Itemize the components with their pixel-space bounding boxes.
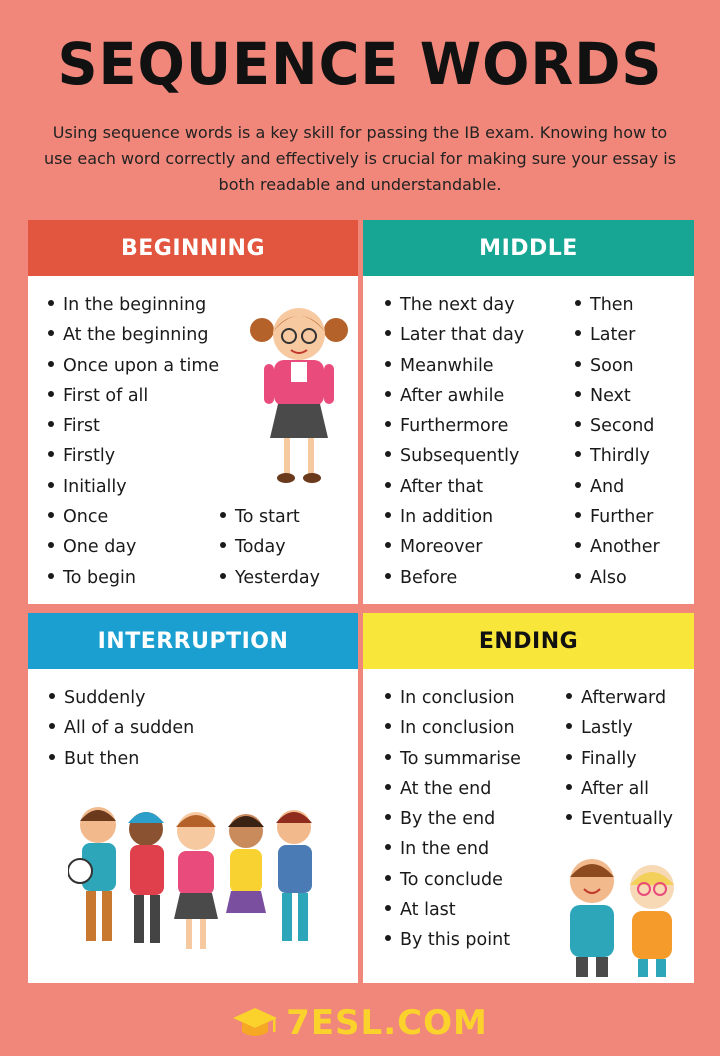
- interruption-heading: INTERRUPTION: [28, 613, 358, 669]
- list-item: The next day: [385, 290, 524, 320]
- list-item: Suddenly: [49, 683, 194, 713]
- girl-illustration: [244, 298, 354, 488]
- list-item: And: [575, 472, 660, 502]
- two-kids-illustration: [558, 851, 688, 981]
- beginning-card: [28, 220, 358, 604]
- list-item: In the end: [385, 834, 521, 864]
- list-item: Moreover: [385, 532, 524, 562]
- intro-text: Using sequence words is a key skill for passing the IB exam. Knowing how to use each word correctly and effectively is crucial for making sure your essay is both readable and understandable.: [43, 123, 677, 194]
- list-item: Today: [220, 532, 320, 562]
- list-item: At the end: [385, 774, 521, 804]
- list-item: Next: [575, 381, 660, 411]
- logo-text: 7ESL.COM: [286, 1003, 488, 1043]
- list-item: Meanwhile: [385, 351, 524, 381]
- list-item: Before: [385, 563, 524, 593]
- graduation-cap-icon: [232, 1006, 278, 1040]
- beginning-list-2: [220, 502, 320, 593]
- list-item: Thirdly: [575, 441, 660, 471]
- list-item: Then: [575, 290, 660, 320]
- list-item: Later that day: [385, 320, 524, 350]
- list-item: At last: [385, 895, 521, 925]
- list-item: Once upon a time: [48, 351, 219, 381]
- list-item: To begin: [48, 563, 219, 593]
- list-item: But then: [49, 744, 194, 774]
- list-item: At the beginning: [48, 320, 219, 350]
- beginning-heading: BEGINNING: [28, 220, 358, 276]
- list-item: Also: [575, 563, 660, 593]
- list-item: Subsequently: [385, 441, 524, 471]
- list-item: Furthermore: [385, 411, 524, 441]
- list-item: In conclusion: [385, 683, 521, 713]
- list-item: Once: [48, 502, 219, 532]
- middle-list-1: [385, 290, 524, 593]
- list-item: Firstly: [48, 441, 219, 471]
- list-item: Later: [575, 320, 660, 350]
- ending-list-2: [566, 683, 673, 834]
- list-item: In the beginning: [48, 290, 219, 320]
- list-item: After that: [385, 472, 524, 502]
- list-item: First: [48, 411, 219, 441]
- ending-list-1: [385, 683, 521, 956]
- list-item: Yesterday: [220, 563, 320, 593]
- list-item: To conclude: [385, 865, 521, 895]
- list-item: In addition: [385, 502, 524, 532]
- list-item: Initially: [48, 472, 219, 502]
- list-item: To summarise: [385, 744, 521, 774]
- list-item: First of all: [48, 381, 219, 411]
- ending-heading: ENDING: [363, 613, 694, 669]
- middle-card: [363, 220, 694, 604]
- list-item: Further: [575, 502, 660, 532]
- list-item: Finally: [566, 744, 673, 774]
- interruption-card: [28, 613, 358, 983]
- list-item: Soon: [575, 351, 660, 381]
- list-item: To start: [220, 502, 320, 532]
- list-item: Second: [575, 411, 660, 441]
- list-item: After awhile: [385, 381, 524, 411]
- list-item: Eventually: [566, 804, 673, 834]
- interruption-list: [49, 683, 194, 774]
- list-item: After all: [566, 774, 673, 804]
- ending-card: [363, 613, 694, 983]
- group-of-kids-illustration: [68, 795, 328, 975]
- middle-list-2: [575, 290, 660, 593]
- middle-heading: MIDDLE: [363, 220, 694, 276]
- page-title: SEQUENCE WORDS: [57, 30, 663, 98]
- beginning-list-1: [48, 290, 219, 593]
- list-item: One day: [48, 532, 219, 562]
- list-item: Lastly: [566, 713, 673, 743]
- footer-logo[interactable]: [0, 998, 720, 1048]
- list-item: By this point: [385, 925, 521, 955]
- list-item: All of a sudden: [49, 713, 194, 743]
- list-item: By the end: [385, 804, 521, 834]
- list-item: Afterward: [566, 683, 673, 713]
- list-item: Another: [575, 532, 660, 562]
- list-item: In conclusion: [385, 713, 521, 743]
